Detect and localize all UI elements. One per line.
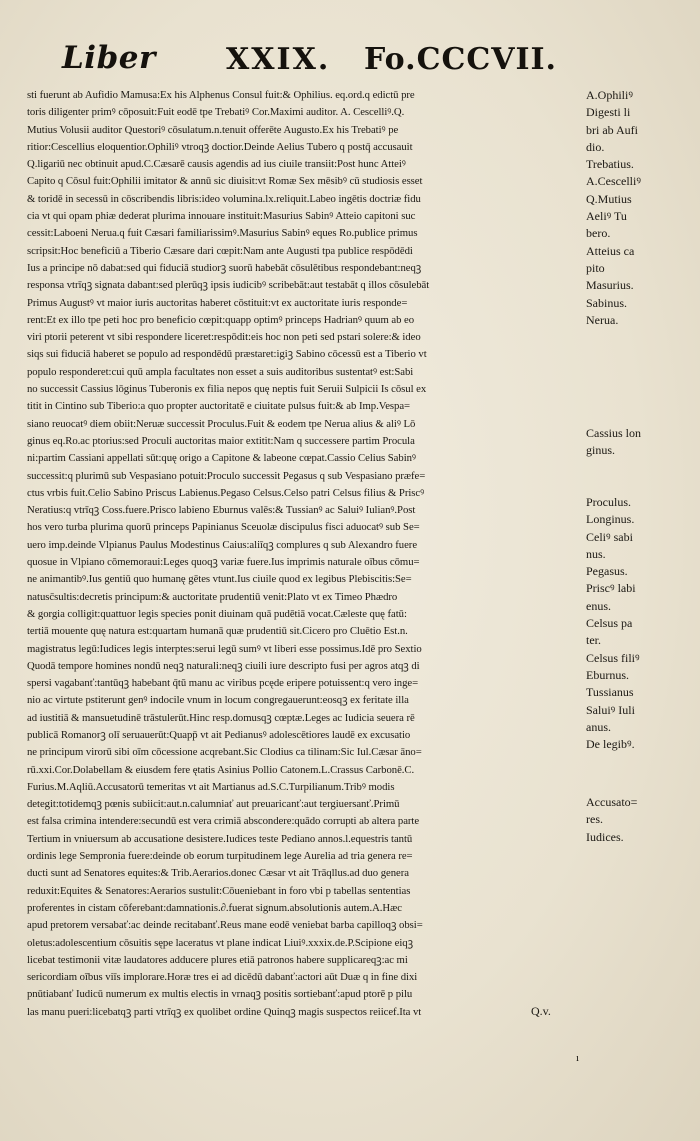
text-line: responsa vtrīqꝫ signata dabant:sed plerūqꝫ ipsis iudicibꝰ scribebāt:aut testabāt q illos cōsulebāt bbox=[27, 279, 430, 292]
text-line: spersi vagabanť:tantūqꝫ habebant q̄tū manu ac viribus pcęde eripere potuissent:q vero inge= bbox=[27, 677, 419, 690]
text-line: las manu pueri:licebatqꝫ parti vtrīqꝫ ex quolibet ordine Quinqꝫ magis suspectos reiicef.Ita vt bbox=[27, 1005, 422, 1018]
text-line: successit:q plurimū sub Vespasiano potuit:Proculo successit Pegasus q sub Vespasiano præfe= bbox=[27, 469, 426, 482]
text-line: quosue in Vlpiano cōmemoraui:Leges quoqꝫ variæ fuere.Ius imprimis naturale oībus cōmu= bbox=[27, 556, 420, 569]
text-line: reduxit:Equites & Senatores:Aerarios sustulit:Cōueniebant in foro vbi p tabellas sententias bbox=[27, 884, 411, 897]
margin-notes-block-1 bbox=[586, 87, 691, 329]
text-line: Quodā tempore homines nondū neqꝫ naturali:neqꝫ ciuili iure descripto fusi per agros atqꝫ di bbox=[27, 659, 420, 672]
text-line: nio ac virtute pstiterunt genꝰ indocile vnum in locum congregauerunt:eosqꝫ ex feritate illa bbox=[27, 694, 409, 707]
text-line: ad iustitiā & mansuetudinē trāstulerūt.Hinc resp.domusqꝫ cœptæ.Leges ac Iudicia seuera rē bbox=[27, 711, 415, 724]
margin-note-line: Q.Mutius bbox=[586, 191, 632, 206]
margin-notes-block-4 bbox=[586, 794, 691, 846]
text-line: magistratus legū:Iudices legis interptes:serui legū sumꝰ vt liberi esse possimus.Idē pro Sextio bbox=[27, 642, 422, 655]
margin-note-line: Celsus pa bbox=[586, 616, 633, 631]
margin-note-line: res. bbox=[586, 812, 603, 827]
text-line: ordinis lege Sempronia fuere:deinde ob eorum turpitudinem lege Aurelia ad tria genera re= bbox=[27, 850, 413, 863]
text-line: Q.ligariū nec obtinuit apud.C.Cæsarē causis agendis ad ius ciuile transiit:Post hunc Atteiꝰ bbox=[27, 158, 406, 171]
text-line: detegit:totidemqꝫ pœnis subiicit:aut.n.calumniať aut preuaricanť:aut tergiuersanť.Primū bbox=[27, 798, 400, 811]
text-line: cia vt qui opam phiæ dederat plurima innouare instituit:Masurius Sabinꝰ Atteio capitoni suc bbox=[27, 210, 416, 223]
margin-note-line: pito bbox=[586, 260, 605, 275]
text-line: ne principum virorū sibi oīm cōcessione acqrebant.Sic Clodius ca tilinam:Sic Iul.Cæsar āno= bbox=[27, 746, 422, 759]
margin-note-line: A.Ophiliꝰ bbox=[586, 88, 633, 102]
text-line: Capito q Cōsul fuit:Ophilii imitator & annū sic diuisit:vt Romæ Sex mēsibꝰ cū studiosis esset bbox=[27, 175, 423, 188]
text-line: Tertium in vniuersum ab accusatione desistere.Iudices teste Pediano annos.l.equestris tantū bbox=[27, 832, 413, 845]
margin-note-line: Eburnus. bbox=[586, 667, 629, 682]
margin-notes-block-3 bbox=[586, 494, 691, 753]
margin-note-line: Celsus filiꝰ bbox=[586, 650, 640, 665]
text-line: Ius a principe nō dabat:sed qui fiduciā studiorꝫ suorū habebāt cōsulētibus respondebant:neqꝫ bbox=[27, 261, 422, 274]
header-folio-number: Fo.CCCVII. bbox=[364, 42, 558, 77]
margin-note-line: Aeliꝰ Tu bbox=[586, 209, 627, 224]
margin-note-line: Iudices. bbox=[586, 829, 624, 844]
margin-note-line: Trebatius. bbox=[586, 157, 634, 172]
margin-note-line: Accusato= bbox=[586, 795, 638, 809]
margin-note-line: Saluiꝰ Iuli bbox=[586, 702, 635, 717]
text-line: tertiā mouente quę natura est:quartam humanā quæ prudentiū sit.Cicero pro Cluētio Est.n. bbox=[27, 625, 408, 638]
text-line: & toridē in secessū in cōscribendis libris:ideo volumina.lx.reliquit.Labeo ingētis doctriæ fidu bbox=[27, 192, 421, 205]
text-line: siqs sui fiduciā haberet se populo ad respondēdū præstaret:igiꝫ Sabino cōcessū est a Tiberio vt bbox=[27, 348, 427, 361]
text-line: scripsit:Hoc beneficiū a Tiberio Cæsare dari cœpit:Nam ante Augusti tpa publice respōdēdi bbox=[27, 244, 413, 257]
text-line: hos vero turba plurima quorū princeps Papinianus Sceuolæ discipulus fisci aduocatꝰ sub Se= bbox=[27, 521, 420, 534]
text-line: & gorgia colligit:quattuor legis species ponit diuinam quā pudētiā vocat.Cæleste quę fatū: bbox=[27, 607, 407, 620]
text-line: proferentes in cistam cōferebant:damnationis.∂.fuerat signum.absolutionis autem.A.Hæc bbox=[27, 901, 402, 914]
margin-note-line: Sabinus. bbox=[586, 295, 628, 310]
margin-note-line: A.Cescelliꝰ bbox=[586, 174, 641, 189]
text-line: Mutius Volusii auditor Questoriꝰ cōsulatum.n.tenuit offerēte Augusto.Ex his Trebatiꝰ pe bbox=[27, 123, 399, 136]
text-line: Neratius:q vtrīqꝫ Coss.fuere.Prisco labieno Eburnus valēs:& Tussianꝰ ac Saluiꝰ Iulianꝰ.Post bbox=[27, 504, 416, 517]
text-line: pnūtiabanť Iudicū numerum ex multis electis in vrnaqꝫ positis sortiebanť:apud ptorē p pilu bbox=[27, 988, 413, 1001]
running-header bbox=[62, 38, 582, 88]
text-line: populo responderet:cui quū ampla facultates non esset a suis auditoribus sustentatꝰ est:Sabi bbox=[27, 365, 414, 378]
text-line: ginus eq.Ro.ac ptorius:sed Proculi auctoritas maior extitit:Nam q successere partim Procula bbox=[27, 434, 415, 447]
text-line: apud pretorem versabať:ac deinde recitabanť.Reus mane eodē veniebat barba capilloqꝫ obsi= bbox=[27, 919, 423, 932]
margin-note-line: Nerua. bbox=[586, 312, 619, 327]
margin-note-line: Cassius lon bbox=[586, 426, 642, 440]
text-line: ni:partim Cassiani appellati sūt:quę origo a Capitone & labeone cœpat.Cassio Celius Sabinꝰ bbox=[27, 452, 416, 465]
margin-note-line: bri ab Aufi bbox=[586, 122, 638, 137]
margin-note-line: ginus. bbox=[586, 443, 616, 458]
margin-note-line: Proculus. bbox=[586, 495, 631, 509]
text-line: titit in Cintino sub Tiberio:a quo propter auctoritatē e ciuitate pulsus fuit:& ab Imp.Vespa= bbox=[27, 400, 411, 413]
text-line: rent:Et ex illo tpe peti hoc pro beneficio cœpit:quapp optimꝰ princeps Hadrianꝰ quum ab eo bbox=[27, 313, 415, 326]
text-line: ritior:Cescellius eloquentior.Ophiliꝰ vtroqꝫ doctior.Deinde Aelius Tubero q postq̄ accusauit bbox=[27, 140, 413, 153]
margin-note-line: Priscꝰ labi bbox=[586, 581, 636, 596]
text-line: ne animantibꝰ.Ius gentiū quo humanę gētes vtunt.Ius ciuile quod ex legibus Plebiscitis:Se= bbox=[27, 573, 412, 586]
text-line: sti fuerunt ab Aufidio Mamusa:Ex his Alphenus Consul fuit:& Ophilius. eq.ord.q edictū pre bbox=[27, 89, 415, 101]
text-line: publicā Romanorꝫ olī seruauerūt:Quapp̄ vt ait Pedianusꝰ adolescētiores laudē ex excusatio bbox=[27, 728, 411, 741]
margin-note-line: Masurius. bbox=[586, 278, 634, 293]
text-line: viri ptorii peterent vt sibi respondere liceret:respōdit:eis hoc non peti sed pstari solere:& ideo bbox=[27, 331, 421, 344]
margin-note-line: Longinus. bbox=[586, 512, 635, 527]
text-line: ducti sunt ad Senatores equites:& Trib.Aerarios.donec Cæsar vt ait Trāqllus.ad duo genera bbox=[27, 867, 409, 880]
margin-note-line: enus. bbox=[586, 598, 611, 613]
text-line: toris diligenter primꝰ cōposuit:Fuit eodē tpe Trebatiꝰ Cor.Maximi auditor. A. Cescelliꝰ.Q. bbox=[27, 106, 405, 119]
text-line: uero imp.deinde Vlpianus Paulus Modestinus Caius:aliīqꝫ complures q sub Alexandro fuere bbox=[27, 538, 418, 551]
header-liber: Liber bbox=[62, 40, 156, 76]
text-line: est falsa crimina intendere:secundū est vera crimiā abscondere:quādo corrupti ab altera parte bbox=[27, 815, 420, 828]
margin-note-line: dio. bbox=[586, 139, 605, 154]
header-book-number: XXIX. bbox=[226, 42, 331, 77]
margin-note-line: nus. bbox=[586, 546, 606, 561]
margin-note-line: Tussianus bbox=[586, 685, 634, 700]
margin-note-line: bero. bbox=[586, 226, 611, 241]
text-line: licebat testimonii vitæ laudatores adducere plures etiā patronos habere supplicareqꝫ:ac mi bbox=[27, 953, 408, 966]
text-line: no successit Cassius lōginus Tuberonis ex filia nepos quę neptis fuit Seruii Sulpicii Is cōsul ex bbox=[27, 383, 427, 396]
margin-note-line: De legibꝰ. bbox=[586, 737, 635, 752]
text-line: oletus:adolescentium cōsuitis sępe laceratus vt plane indicat Liuiꝰ.xxxix.de.P.Scipione eiqꝫ bbox=[27, 936, 413, 949]
text-line: ctus vrbis fuit.Celio Sabino Priscus Labienus.Pegaso Celsus.Celso patri Celsus filius & Priscꝰ bbox=[27, 486, 425, 499]
catchword: Q.v. bbox=[531, 1004, 551, 1018]
bottom-mark: ı bbox=[576, 1052, 580, 1064]
margin-note-line: Celiꝰ sabi bbox=[586, 529, 633, 544]
text-line: Primus Augustꝰ vt maior iuris auctoritas haberet cōstituit:vt ex auctoritate iuris responde= bbox=[27, 296, 408, 309]
margin-note-line: Pegasus. bbox=[586, 564, 628, 579]
main-text-column bbox=[27, 87, 587, 1021]
margin-note-line: Atteius ca bbox=[586, 243, 635, 258]
text-line: rū.xxi.Cor.Dolabellam & eiusdem fere ętatis Asinius Pollio Catonem.L.Crassus Carbonē.C. bbox=[27, 763, 415, 776]
margin-note-line: ter. bbox=[586, 633, 601, 648]
margin-notes-block-2 bbox=[586, 425, 691, 460]
text-line: natusc̄sultis:decretis principum:& auctoritate prudentiū venit:Plato vt ex Timeo Phædro bbox=[27, 590, 398, 603]
margin-note-line: anus. bbox=[586, 719, 611, 734]
text-line: cessit:Laboeni Nerua.q fuit Cæsari familiarissimꝰ.Masurius Sabinꝰ eques Ro.publice primus bbox=[27, 227, 418, 240]
text-line: siano reuocatꝰ diem obiit:Neruæ successit Proculus.Fuit & eodem tpe Nerua alius & aliꝰ Lō bbox=[27, 417, 416, 430]
text-line: sericordiam oībus viīs implorare.Horæ tres ei ad dicēdū dabanť:actori aūt Duæ q in fine dixi bbox=[27, 971, 418, 984]
margin-note-line: Digesti li bbox=[586, 105, 631, 120]
text-line: Furius.M.Aqliū.Accusatorū temeritas vt ait Martianus ad.S.C.Turpilianum.Tribꝰ modis bbox=[27, 780, 395, 793]
